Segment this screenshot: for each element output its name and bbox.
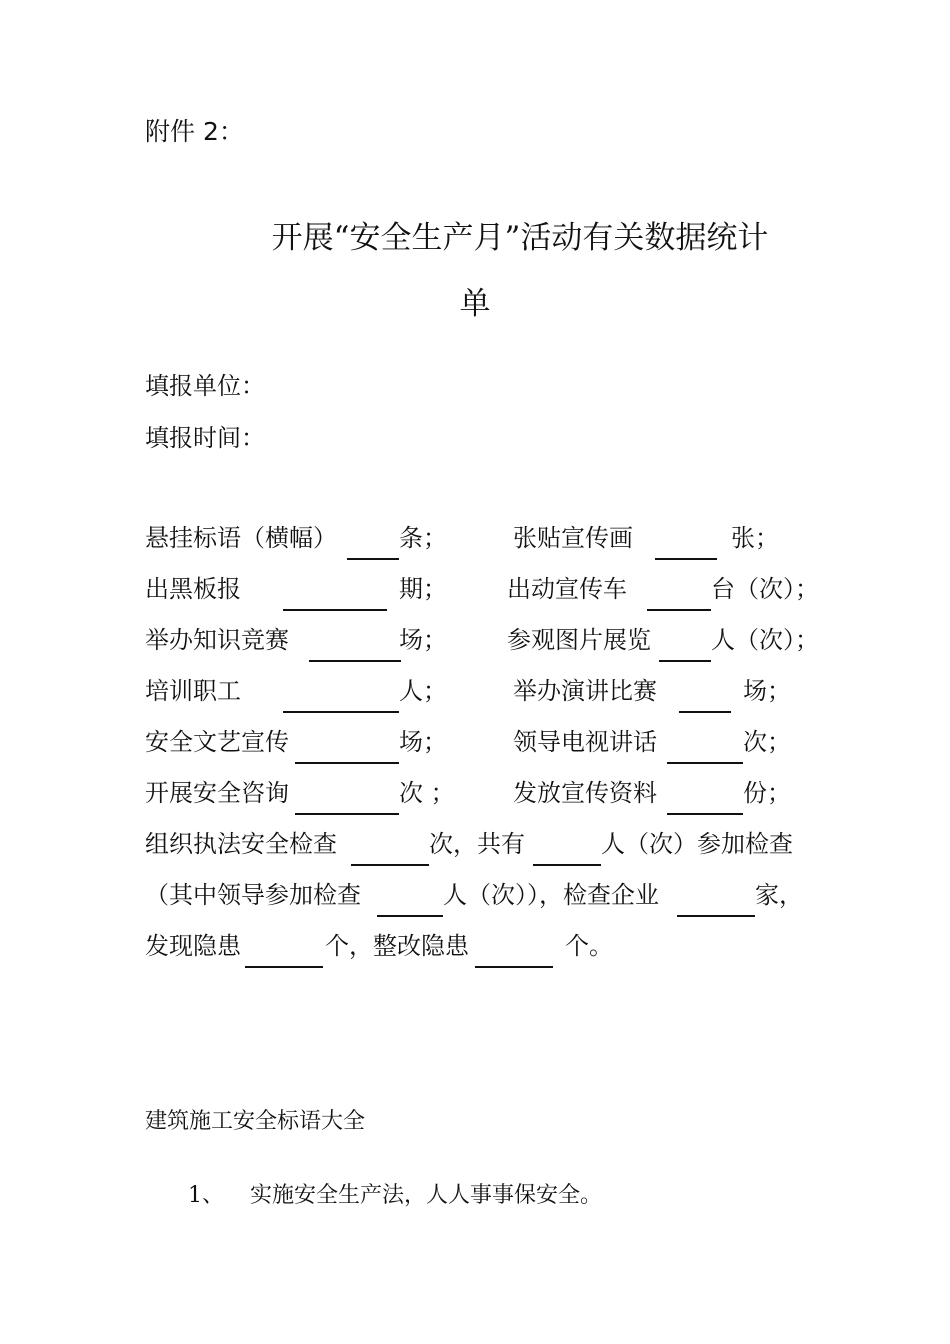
quiz-label: 举办知识竞赛 [145,626,289,654]
posters-blank[interactable] [655,558,717,560]
hazards-found-blank[interactable] [245,966,323,968]
banners-unit: 条； [399,524,447,552]
consulting-unit: 次 ； [399,779,455,807]
quiz-unit: 场； [399,626,447,654]
enterprises-unit: 家， [755,881,803,909]
training-label: 培训职工 [145,677,241,705]
vehicles-label: 出动宣传车 [507,575,627,603]
form-row-banners [145,518,835,552]
quiz-blank[interactable] [309,660,401,662]
inspection-participants-blank[interactable] [533,864,601,866]
inspection-unit: 次，共有 [429,830,525,858]
blackboard-unit: 期； [399,575,447,603]
inspection-count-blank[interactable] [351,864,429,866]
blackboard-label: 出黑板报 [145,575,241,603]
list-item-number: 1、 [188,1183,224,1208]
exhibition-label: 参观图片展览 [507,626,651,654]
hazards-fixed-unit: 个。 [565,932,613,960]
consulting-blank[interactable] [295,813,399,815]
form-row-hazards [145,926,835,960]
blackboard-blank[interactable] [283,609,387,611]
leaders-label: （其中领导参加检查 [145,881,361,909]
reporting-time-label: 填报时间： [145,424,265,452]
hazards-found-unit: 个，整改隐患 [325,932,469,960]
consulting-label: 开展安全咨询 [145,779,289,807]
form-row-blackboard [145,569,835,603]
page-title-line-1: 开展“安全生产月”活动有关数据统计 [271,220,769,256]
list-item-text: 实施安全生产法，人人事事保安全。 [250,1183,603,1208]
banners-label: 悬挂标语（横幅） [145,524,337,552]
exhibition-unit: 人（次）； [711,626,819,654]
tv-speech-label: 领导电视讲话 [513,728,657,756]
materials-unit: 份； [743,779,791,807]
arts-label: 安全文艺宣传 [145,728,289,756]
hazards-fixed-blank[interactable] [475,966,553,968]
leaders-unit: 人（次）），检查企业 [443,881,659,909]
vehicles-unit: 台（次）； [711,575,819,603]
materials-blank[interactable] [667,813,743,815]
posters-label: 张贴宣传画 [513,524,633,552]
enterprises-blank[interactable] [677,915,755,917]
form-row-arts [145,722,835,756]
form-row-quiz [145,620,835,654]
training-unit: 人； [399,677,447,705]
speech-contest-blank[interactable] [679,711,731,713]
training-blank[interactable] [283,711,399,713]
inspection-label: 组织执法安全检查 [145,830,337,858]
form-row-leaders [145,875,835,909]
tv-speech-blank[interactable] [667,762,743,764]
speech-contest-unit: 场； [743,677,791,705]
arts-unit: 场； [399,728,447,756]
form-row-training [145,671,835,705]
list-item [188,1178,628,1209]
page-title-line-2: 单 [459,286,491,322]
vehicles-blank[interactable] [647,609,711,611]
section-title: 建筑施工安全标语大全 [145,1109,366,1134]
materials-label: 发放宣传资料 [513,779,657,807]
leaders-blank[interactable] [377,915,443,917]
tv-speech-unit: 次； [743,728,791,756]
exhibition-blank[interactable] [659,660,711,662]
hazards-label: 发现隐患 [145,932,241,960]
form-row-inspection [145,824,835,858]
inspection-participants-unit: 人（次）参加检查 [601,830,793,858]
speech-contest-label: 举办演讲比赛 [513,677,657,705]
form-row-consulting [145,773,835,807]
attachment-label: 附件 2： [145,117,244,146]
posters-unit: 张； [731,524,779,552]
arts-blank[interactable] [295,762,399,764]
reporting-unit-label: 填报单位： [145,372,265,400]
banners-blank[interactable] [347,558,399,560]
